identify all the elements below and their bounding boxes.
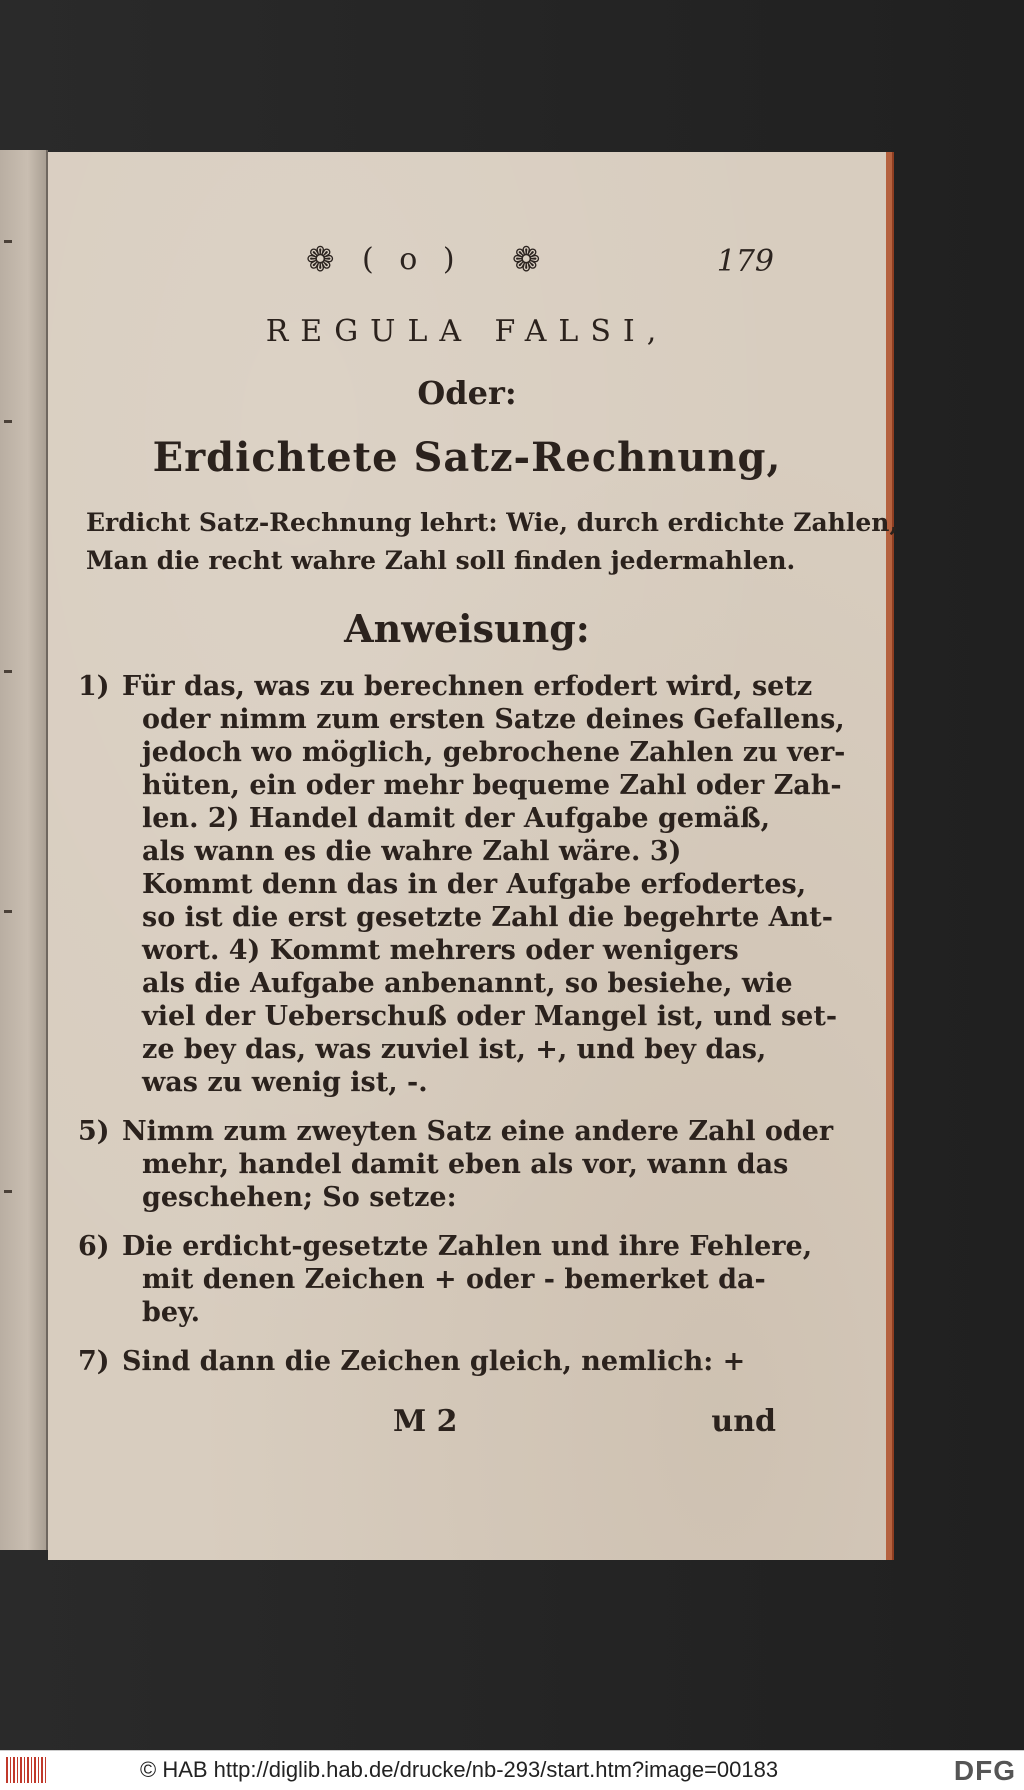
rule-line: so ist die erst gesetzte Zahl die begehrte Ant-: [142, 902, 833, 933]
motto-line: Man die recht wahre Zahl soll finden jedermahlen.: [86, 546, 796, 575]
rule-line: als wann es die wahre Zahl wäre. 3): [142, 836, 682, 867]
rule-line: Die erdicht-gesetzte Zahlen und ihre Fehlere,: [122, 1231, 813, 1262]
motto-line: Erdicht Satz-Rechnung lehrt: Wie, durch erdichte Zahlen,: [86, 508, 899, 537]
rule-line: Kommt denn das in der Aufgabe erfodertes,: [142, 869, 807, 900]
page-edge-mark: [4, 910, 12, 913]
rule-line: hüten, ein oder mehr bequeme Zahl oder Zah-: [142, 770, 842, 801]
rule-number: 5): [78, 1116, 110, 1147]
page-edge-mark: [4, 420, 12, 423]
signature-mark: M 2: [393, 1404, 458, 1439]
section-heading: Anweisung:: [344, 606, 590, 651]
rule-number: 7): [78, 1346, 110, 1377]
page-title: REGULA FALSI,: [265, 314, 669, 349]
previous-page-edge: [0, 150, 48, 1550]
rule-line: Sind dann die Zeichen gleich, nemlich: +: [122, 1346, 746, 1377]
rule-line: len. 2) Handel damit der Aufgabe gemäß,: [142, 803, 770, 834]
rule-line: was zu wenig ist, -.: [142, 1067, 428, 1098]
rule-line: geschehen; So setze:: [142, 1182, 457, 1213]
header-middle: ( o ): [362, 242, 463, 277]
book-page: [48, 152, 899, 1560]
rule-item: [78, 1115, 834, 1214]
catchword: und: [711, 1404, 776, 1439]
rule-line: mit denen Zeichen + oder - bemerket da-: [142, 1264, 766, 1295]
library-barcode-icon: [6, 1757, 46, 1783]
footer-bar: [0, 1750, 1024, 1790]
rule-line: bey.: [142, 1297, 201, 1328]
rule-number: 1): [78, 671, 110, 702]
rule-line: wort. 4) Kommt mehrers oder wenigers: [142, 935, 739, 966]
rule-line: Für das, was zu berechnen erfodert wird, setz: [122, 671, 813, 702]
rule-number: 6): [78, 1231, 110, 1262]
ornament-right-icon: ❁: [512, 240, 541, 280]
rule-line: jedoch wo möglich, gebrochene Zahlen zu ver-: [142, 737, 846, 768]
rule-line: viel der Ueberschuß oder Mangel ist, und set-: [142, 1001, 838, 1032]
rule-item: [78, 670, 846, 1099]
rule-line: ze bey das, was zuviel ist, +, und bey das,: [142, 1034, 767, 1065]
page-edge-mark: [4, 240, 12, 243]
dfg-logo: DFG: [953, 1755, 1016, 1786]
rule-item: [78, 1230, 820, 1329]
rule-item: [78, 1345, 820, 1378]
rule-line: mehr, handel damit eben als vor, wann das: [142, 1149, 789, 1180]
page-subtitle: Erdichtete Satz-Rechnung,: [152, 434, 782, 481]
rule-line: als die Aufgabe anbenannt, so besiehe, wie: [142, 968, 793, 999]
title-conjunction: Oder:: [417, 374, 517, 412]
motto: [86, 504, 899, 580]
page-edge-mark: [4, 670, 12, 673]
running-header: [48, 240, 886, 284]
footer-credit: © HAB http://diglib.hab.de/drucke/nb-293/start.htm?image=00183: [140, 1757, 779, 1782]
rules-list: [78, 670, 846, 1394]
ornament-left-icon: ❁: [306, 240, 335, 280]
rule-line: Nimm zum zweyten Satz eine andere Zahl oder: [122, 1116, 834, 1147]
page-edge-mark: [4, 1190, 12, 1193]
page-number: 179: [716, 244, 774, 279]
rule-line: oder nimm zum ersten Satze deines Gefallens,: [142, 704, 845, 735]
